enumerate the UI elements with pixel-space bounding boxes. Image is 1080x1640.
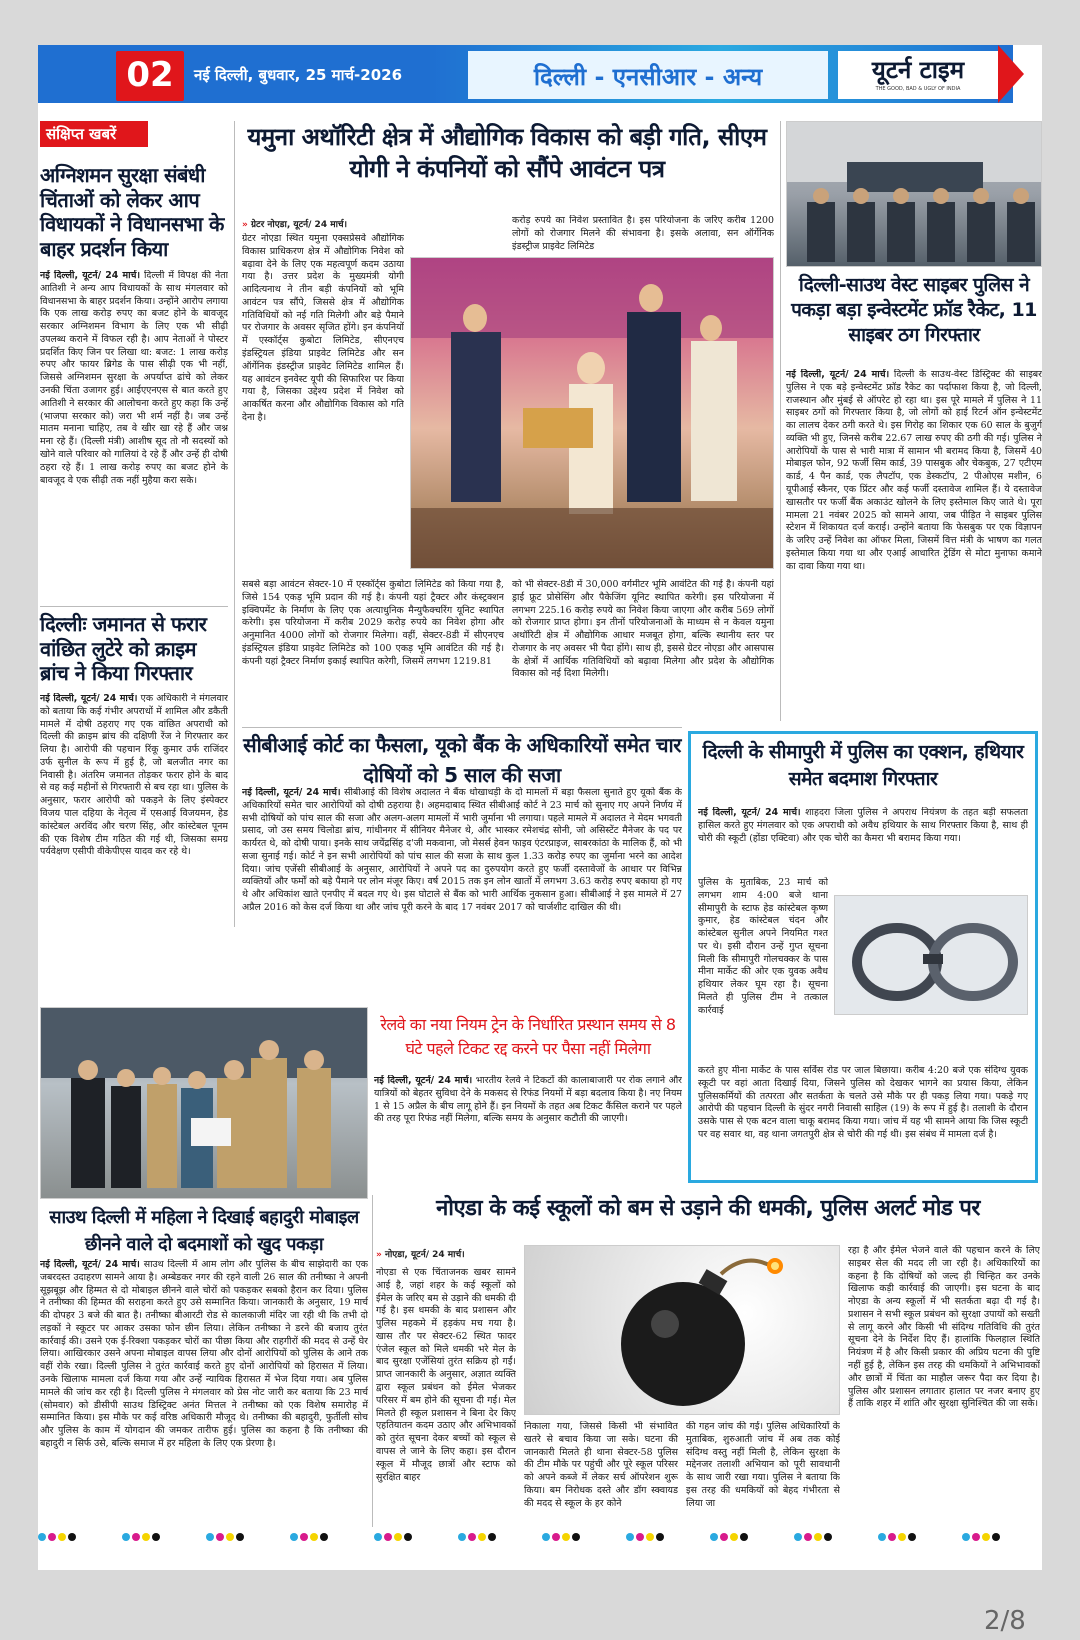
- lead-headline: यमुना अथॉरिटी क्षेत्र में औद्योगिक विकास को बड़ी गति, सीएम योगी ने कंपनियों को सौंपे आवंटन पत्र: [247, 123, 767, 184]
- registration-dot: [992, 1533, 1000, 1541]
- brief-1-headline: अग्निशमन सुरक्षा संबंधी चिंताओं को लेकर आप विधायकों ने विधानसभा के बाहर प्रदर्शन किया: [40, 163, 224, 261]
- page-counter: 2/8: [984, 1606, 1026, 1636]
- registration-dot: [888, 1533, 896, 1541]
- brief-2-text: एक अधिकारी ने मंगलवार को बताया कि कई गंभीर अपराधों में शामिल और डकैती मामले में दोषी ठहराए गए एक वांछित अपराधी को दिल्ली की क्राइम ब्रांच की दक्षिणी रेंज ने गिरफ्तार कर लिया है। आरोपी की पहचान रिंकू कुमार उर्फ राजिंदर उर्फ सुनील के रूप में हुई है, जो बलजीत नगर का निवासी है। अंतरिम जमानत तोड़कर फरार होने के बाद से वह कई महीनों से गिरफ्तारी से बच रहा था। पुलिस के अनुसार, फरार आरोपी को पकड़ने के लिए इंस्पेक्टर विजय पाल दहिया के नेतृत्व में एसआई विजयमन, हेड कांस्टेबल अरविंद और चरण सिंह, और कांस्टेबल पूनम की एक विशेष टीम गठित की गई थी, जिसका समग्र पर्यवेक्षण एसीपी वीकेपीएस यादव कर रहे थे।: [40, 693, 228, 858]
- registration-dot: [878, 1533, 886, 1541]
- bomb-photo: [524, 1245, 840, 1415]
- registration-dot: [68, 1533, 76, 1541]
- registration-dot: [962, 1533, 970, 1541]
- registration-dot: [48, 1533, 56, 1541]
- woman-text: साउथ दिल्ली में आम लोग और पुलिस के बीच साझेदारी का एक जबरदस्त उदाहरण सामने आया है। अम्बेडकर नगर की रहने वाली 26 साल की तनीष्का ने अपनी सूझबूझ और हिम्मत से दो मोबाइल छीनने वाले चोरों को पकड़कर सबको हैरान कर दिया। पुलिस ने तनीष्का की हिम्मत की सराहना करते हुए उसे सम्मानित किया। जानकारी के अनुसार, 19 मार्च की दोपहर 3 बजे की बात है। तनीष्का बीआरटी रोड से कालकाजी मंदिर जा रही थी कि तभी दो लड़कों ने स्कूटर पर आकर उसका फोन छीन लिया। लेकिन तनीष्का ने डरने की बजाय तुरंत कार्रवाई की। उसने एक ई-रिक्शा पकड़कर चोरों का पीछा किया और राहगीरों की मदद से उन्हें घेर लिया। आखिरकार उसने अपना मोबाइल वापस लिया और दोनों आरोपियों को पुलिस के आने तक वहीं रोके रखा। दिल्ली पुलिस ने तुरंत कार्रवाई करते हुए दोनों आरोपियों को हिरासत में लिया। उनके खिलाफ मामला दर्ज किया गया और उन्हें न्यायिक हिरासत में भेज दिया गया। अब पुलिस मामले की जांच कर रही है। दिल्ली पुलिस ने मंगलवार को प्रेस नोट जारी कर बताया कि 23 मार्च (सोमवार) को डीसीपी साउथ डिस्ट्रिक्ट अनंत मित्तल ने तनीष्का को एक विशेष समारोह में सम्मानित किया। इस मौके पर कई वरिष्ठ अधिकारी मौजूद थे। तनीष्का की बहादुरी, फुर्तीली सोच और पुलिस के काम में योगदान की जमकर तारीफ हुई। पुलिस का कहना है कि तनीष्का की बहादुरी न सिर्फ उसे, बल्कि समाज में हर महिला के लिए एक प्रेरणा है।: [40, 1259, 368, 1449]
- honour-illustration: [41, 1008, 368, 1199]
- registration-dot: [310, 1533, 318, 1541]
- registration-dot: [552, 1533, 560, 1541]
- registration-dot: [720, 1533, 728, 1541]
- brand-logo: यूटर्न टाइम: [871, 56, 965, 84]
- registration-dot: [290, 1533, 298, 1541]
- cbi-body: [242, 787, 682, 931]
- seemapuri-intro: [698, 807, 1028, 873]
- cbi-top-rule: [242, 727, 682, 728]
- registration-dot: [542, 1533, 550, 1541]
- registration-dot: [384, 1533, 392, 1541]
- sidebar-rule: [234, 121, 235, 927]
- registration-dot: [794, 1533, 802, 1541]
- registration-dot: [898, 1533, 906, 1541]
- brief-1-text: दिल्ली में विपक्ष की नेता आतिशी ने अन्य आप विधायकों के साथ मंगलवार को विधानसभा के बाहर प्रदर्शन किया। उन्होंने आरोप लगाया कि एक लाख करोड़ रुपए का बजट होने के बावजूद सरकार अग्निशमन विभाग के लिए एक भी सीढ़ी उपलब्ध कराने में विफल रही है। आप नेताओं ने पोस्टर प्रदर्शित किए जिन पर लिखा था: बजट: 1 लाख करोड़ रुपए और फायर ब्रिगेड के पास सीढ़ी एक भी नहीं, जिससे अग्निशमन सुरक्षा के अपर्याप्त ढांचे को लेकर उनकी चिंता उजागर हुई। आईएएनएस से बात करते हुए आतिशी ने सरकार की आलोचना करते हुए कहा कि उन्हें (भाजपा सरकार को) जरा भी शर्म नहीं है। जब उन्हें मातम मनाना चाहिए, तब वे खीर खा रहे हैं और जश्न मना रहे हैं। (दिल्ली मंत्री) आशीष सूद तो नौ सदस्यों को खोने वाले परिवार को गालियां दे रहे हैं और उन्हें ही दोषी ठहरा रहे हैं। 1 लाख करोड़ रुपए का बजट होने के बावजूद वे एक सीढ़ी तक नहीं मुहैया करा सके।: [40, 270, 228, 486]
- seemapuri-intro-text: शाहदरा जिला पुलिस ने अपराध नियंत्रण के तहत बड़ी सफलता हासिल करते हुए मंगलवार को एक अपराधी को अवैध हथियार के साथ गिरफ्तार किया है, साथ ही चोरी की स्कूटी (होंडा एक्टिवा) और एक चोरी का कैमरा भी बरामद किया गया।: [698, 807, 1028, 844]
- lead-wide-right: को भी सेक्टर-8डी में 30,000 वर्गमीटर भूमि आवंटित की गई है। कंपनी यहां ड्राई फ्रूट प्रोसेसिंग और पैकेजिंग यूनिट स्थापित करेगी। इस परियोजना में लगभग 225.16 करोड़ रुपये का निवेश किया जाएगा और करीब 569 लोगों को रोजगार प्राप्त होगा। इन तीनों परियोजनाओं के माध्यम से न केवल यमुना अथॉरिटी क्षेत्र में औद्योगिक आधार मजबूत होगा, बल्कि स्थानीय स्तर पर रोजगार के नए अवसर भी पैदा होंगे। साथ ही, इससे ग्रेटर नोएडा और आसपास के क्षेत्रों में आर्थिक गतिविधियों को बढ़ावा मिलेगा और प्रदेश के औद्योगिक विकास को नई दिशा मिलेगी।: [512, 579, 774, 680]
- registration-dot: [562, 1533, 570, 1541]
- seemapuri-headline: दिल्ली के सीमापुरी में पुलिस का एक्शन, हथियार समेत बदमाश गिरफ्तार: [702, 741, 1024, 790]
- registration-dot: [804, 1533, 812, 1541]
- registration-dot: [740, 1533, 748, 1541]
- cbi-headline: सीबीआई कोर्ट का फैसला, यूको बैंक के अधिकारियों समेत चार दोषियों को 5 साल की सजा: [243, 733, 681, 787]
- brief-news-label: संक्षिप्त खबरें: [40, 121, 148, 147]
- newspaper-page: [38, 45, 1042, 1570]
- registration-dot: [730, 1533, 738, 1541]
- registration-dot: [404, 1533, 412, 1541]
- cbi-byline: नई दिल्ली, यूटर्न/ 24 मार्च।: [242, 787, 341, 798]
- seemapuri-byline: नई दिल्ली, यूटर्न/ 24 मार्च।: [698, 807, 801, 818]
- masthead-right-arrow: [998, 45, 1024, 103]
- registration-dot: [300, 1533, 308, 1541]
- masthead-bar: [38, 45, 1042, 103]
- registration-dot: [216, 1533, 224, 1541]
- registration-dot: [152, 1533, 160, 1541]
- registration-dot: [488, 1533, 496, 1541]
- registration-dot: [206, 1533, 214, 1541]
- lead-col1: ग्रेटर नोएडा स्थित यमुना एक्सप्रेसवे औद्योगिक विकास प्राधिकरण क्षेत्र में औद्योगिक निवेश को बढ़ावा देने के लिए एक महत्वपूर्ण कदम उठाया गया है। उत्तर प्रदेश के मुख्यमंत्री योगी आदित्यनाथ ने तीन बड़ी कंपनियों को भूमि आवंटन पत्र सौंपे, जिससे क्षेत्र में औद्योगिक गतिविधियों को नई गति मिलेगी और बड़े पैमाने पर रोजगार के अवसर सृजित होंगे। इन कंपनियों में एस्कॉर्ट्स कुबोटा लिमिटेड, सीएनएच इंडस्ट्रियल इंडिया प्राइवेट लिमिटेड और सन ऑर्गेनिक इंडस्ट्रीज प्राइवेट लिमिटेड शामिल हैं। यह आवंटन इनवेस्ट यूपी की सिफारिश पर किया गया है, जिसका उद्देश्य प्रदेश में निवेश को आकर्षित करना और औद्योगिक विकास को गति देना है।: [242, 233, 404, 423]
- noida-col1: नोएडा से एक चिंताजनक खबर सामने आई है, जहां शहर के कई स्कूलों को ईमेल के जरिए बम से उड़ाने की धमकी दी गई है। इस धमकी के बाद प्रशासन और पुलिस महकमे में हड़कंप मच गया है। खास तौर पर सेक्टर-62 स्थित फादर एंजेल स्कूल को मिले धमकी भरे मेल के बाद सुरक्षा एजेंसियां तुरंत सक्रिय हो गईं। प्राप्त जानकारी के अनुसार, अज्ञात व्यक्ति द्वारा स्कूल प्रबंधन को ईमेल भेजकर परिसर में बम होने की सूचना दी गई। मेल मिलते ही स्कूल प्रशासन ने बिना देर किए एहतियातन कदम उठाए और अभिभावकों को तुरंत सूचना देकर बच्चों को स्कूल से वापस ले जाने के लिए कहा। इस दौरान स्कूल में मौजूद छात्रों और स्टाफ को सुरक्षित बाहर: [376, 1267, 516, 1483]
- noida-col4: रहा है और ईमेल भेजने वाले की पहचान करने के लिए साइबर सेल की मदद ली जा रही है। अधिकारियों का कहना है कि दोषियों को जल्द ही चिन्हित कर उनके खिलाफ कड़ी कार्रवाई की जाएगी। इस घटना के बाद नोएडा के अन्य स्कूलों में भी सतर्कता बढ़ा दी गई है। प्रशासन ने सभी स्कूल प्रबंधन को सुरक्षा उपायों को सख्ती से लागू करने और किसी भी संदिग्ध गतिविधि की तुरंत सूचना देने के निर्देश दिए हैं। हालांकि फिलहाल स्थिति नियंत्रण में है और किसी प्रकार की अप्रिय घटना की पुष्टि नहीं हुई है, लेकिन इस तरह की धमकियों ने अभिभावकों और छात्रों में चिंता का माहौल जरूर पैदा कर दिया है। पुलिस और प्रशासन लगातार हालात पर नजर बनाए हुए हैं ताकि शहर में शांति और सुरक्षा सुनिश्चित की जा सके।: [848, 1245, 1040, 1410]
- cyber-text: दिल्ली के साउथ-वेस्ट डिस्ट्रिक्ट की साइबर पुलिस ने एक बड़े इन्वेस्टमेंट फ्रॉड रैकेट का पर्दाफाश किया है, जो दिल्ली, राजस्थान और मुंबई से ऑपरेट हो रहा था। इस पूरे मामले में पुलिस ने 11 साइबर ठगों को गिरफ्तार किया है, जो लोगों को हाई रिटर्न ऑन इन्वेस्टमेंट का लालच देकर ठगी करते थे। इस गिरोह का शिकार एक 60 साल के बुजुर्ग व्यक्ति भी हुए, जिनसे करीब 22.67 लाख रुपए की ठगी की गई। पुलिस ने आरोपियों के पास से भारी मात्रा में सामान भी बरामद किया है, जिसमें 40 मोबाइल फोन, 92 फर्जी सिम कार्ड, 39 पासबुक और चेकबुक, 27 एटीएम कार्ड, 4 पैन कार्ड, एक लैपटॉप, एक डेस्कटॉप, 2 पीओएस मशीन, 6 यूपीआई स्कैनर, एक प्रिंटर और कई फर्जी दस्तावेज शामिल हैं। ये दस्तावेज खासतौर पर फर्जी बैंक अकाउंट खोलने के लिए इस्तेमाल किए जाते थे। पूरा मामला 21 नवंबर 2025 को सामने आया, जब पीड़ित ने साइबर पुलिस स्टेशन में शिकायत दर्ज कराई। उन्होंने बताया कि फेसबुक पर एक विज्ञापन के जरिए उन्हें निवेश का ऑफर मिला, जिसमें वित्त मंत्री के भाषण का गलत इस्तेमाल किया गया था और एआई आधारित ट्रेडिंग से मोटा मुनाफा कमाने का दावा किया गया था।: [786, 369, 1042, 572]
- registration-dot: [636, 1533, 644, 1541]
- brief-2-body: [40, 693, 228, 923]
- registration-dot: [908, 1533, 916, 1541]
- sidebar-divider: [40, 606, 228, 607]
- lead-col2-top: करोड़ रुपये का निवेश प्रस्तावित है। इस परियोजना के जरिए करीब 1200 लोगों को रोजगार मिलने की संभावना है। इसके अलावा, सन ऑर्गेनिक इंडस्ट्रीज प्राइवेट लिमिटेड: [512, 215, 774, 252]
- railway-body: [374, 1075, 682, 1185]
- woman-body: [40, 1259, 368, 1527]
- brief-1-byline: नई दिल्ली, यूटर्न/ 24 मार्च।: [40, 270, 141, 281]
- cyber-headline: दिल्ली-साउथ वेस्ट साइबर पुलिस ने पकड़ा बड़ा इन्वेस्टमेंट फ्रॉड रैकेट, 11 साइबर ठग गिरफ्तार: [791, 274, 1037, 347]
- handcuffs-photo: [834, 895, 1028, 1015]
- registration-dot: [458, 1533, 466, 1541]
- brief-2-headline: दिल्लीः जमानत से फरार वांछित लुटेरे को क्राइम ब्रांच ने किया गिरफ्तार: [40, 612, 207, 686]
- railway-headline: रेलवे का नया नियम ट्रेन के निर्धारित प्रस्थान समय से 8 घंटे पहले टिकट रद्द करने पर पैसा नहीं मिलेगा: [380, 1015, 676, 1058]
- registration-dot: [626, 1533, 634, 1541]
- cbi-text: सीबीआई की विशेष अदालत ने बैंक धोखाधड़ी के दो मामलों में बड़ा फैसला सुनाते हुए यूको बैंक के अधिकारियों समेत चार आरोपियों को दोषी ठहराया है। अहमदाबाद स्थित सीबीआई कोर्ट ने 23 मार्च को सुनाए गए अपने निर्णय में सभी दोषियों को पांच साल की सजा और अलग-अलग मामलों में भारी जुर्माना भी लगाया। पहले मामले में अदालत ने मेदम भगवती प्रसाद, जो उस समय चिलोडा ब्रांच, गांधीनगर में सीनियर मैनेजर थे, और भास्कर रमेशचंद्र सोनी, जो असिस्टेंट मैनेजर के पद पर कार्यरत थे, को दोषी पाया। इनके साथ जयेंद्रसिंह द'जी मकवाना, जो मेसर्स हेवन फाइव एंटरप्राइज, साबरकांठा के मालिक हैं, को भी सजा सुनाई गई। कोर्ट ने इन सभी आरोपियों को पांच साल की सजा के साथ कुल 1.33 करोड़ रुपए का जुर्माना भरने का आदेश दिया। जांच एजेंसी सीबीआई के अनुसार, आरोपियों ने अपने पद का दुरुपयोग करते हुए फर्जी दस्तावेजों के आधार पर विभिन्न व्यक्तियों और फर्मों को बड़े पैमाने पर लोन मंजूर किए। वर्ष 2015 तक इन लोन खातों में लगभग 3.63 करोड़ रुपए बकाया हो गए थे और अधिकांश खाते एनपीए में बदल गए थे। इस घोटाले से बैंक को भारी आर्थिक नुकसान हुआ। सीबीआई ने इस मामले में 27 अप्रैल 2016 को केस दर्ज किया था और जांच पूरी करने के बाद 17 नवंबर 2017 को चार्जशीट दाखिल की थी।: [242, 787, 682, 914]
- registration-dot: [58, 1533, 66, 1541]
- cyber-arrest-illustration: [787, 122, 1042, 267]
- registration-dot: [142, 1533, 150, 1541]
- bomb-icon: [525, 1246, 840, 1415]
- noida-headline: नोएडा के कई स्कूलों को बम से उड़ाने की धमकी, पुलिस अलर्ट मोड पर: [436, 1196, 980, 1221]
- brand-tagline: THE GOOD, BAD & UGLY OF INDIA: [875, 86, 961, 92]
- lead-wide-left: सबसे बड़ा आवंटन सेक्टर-10 में एस्कॉर्ट्स कुबोटा लिमिटेड को किया गया है, जिसे 154 एकड़ भूमि प्रदान की गई है। कंपनी यहां ट्रैक्टर और कंस्ट्रक्शन इक्विपमेंट के निर्माण के लिए एक अत्याधुनिक मैन्युफैक्चरिंग यूनिट स्थापित करेगी। इस परियोजना में करीब 2029 करोड़ रुपये का निवेश होगा और अनुमानित 4000 लोगों को रोजगार मिलेगा। वहीं, सेक्टर-8डी में सीएनएच इंडस्ट्रियल इंडिया प्राइवेट लिमिटेड को 100 एकड़ भूमि आवंटित की गई है। कंपनी यहां ट्रैक्टर निर्माण इकाई स्थापित करेगी, जिसमें लगभग 1219.81: [242, 579, 504, 667]
- registration-dot: [394, 1533, 402, 1541]
- cyber-byline: नई दिल्ली, यूटर्न/ 24 मार्च।: [786, 369, 890, 380]
- registration-dot: [478, 1533, 486, 1541]
- ceremony-illustration: [411, 258, 774, 569]
- dateline: नई दिल्ली, बुधवार, 25 मार्च-2026: [194, 66, 403, 84]
- woman-headline: साउथ दिल्ली में महिला ने दिखाई बहादुरी मोबाइल छीनने वाले दो बदमाशों को खुद पकड़ा: [49, 1207, 359, 1255]
- registration-dot: [132, 1533, 140, 1541]
- handcuffs-icon: [835, 896, 1028, 1015]
- registration-dot: [468, 1533, 476, 1541]
- railway-byline: नई दिल्ली, यूटर्न/ 24 मार्च।: [374, 1075, 473, 1086]
- registration-dot: [572, 1533, 580, 1541]
- lead-right-rule: [780, 121, 781, 721]
- registration-dot: [972, 1533, 980, 1541]
- cyber-police-photo: [786, 121, 1042, 267]
- registration-dot: [646, 1533, 654, 1541]
- registration-dot: [374, 1533, 382, 1541]
- registration-dot: [814, 1533, 822, 1541]
- noida-col3: की गहन जांच की गई। पुलिस अधिकारियों के मुताबिक, शुरुआती जांच में अब तक कोई संदिग्ध वस्तु नहीं मिली है, लेकिन सुरक्षा के मद्देनजर तलाशी अभियान को पूरी सावधानी के साथ जारी रखा गया। पुलिस ने बताया कि इस तरह की धमकियों को बेहद गंभीरता से लिया जा: [686, 1421, 840, 1509]
- footer-color-dots: [38, 1531, 1042, 1543]
- registration-dot: [656, 1533, 664, 1541]
- lead-ceremony-photo: [410, 257, 774, 569]
- lead-byline: » ग्रेटर नोएडा, यूटर्न/ 24 मार्च।: [242, 220, 348, 230]
- registration-dot: [320, 1533, 328, 1541]
- railway-text: भारतीय रेलवे ने टिकटों की कालाबाजारी पर रोक लगाने और यात्रियों को बेहतर सुविधा देने के मकसद से रिफंड नियमों में बड़ा बदलाव किया है। नए नियम 1 से 15 अप्रैल के बीच लागू होने हैं। इन नियमों के तहत अब टिकट कैंसिल कराने पर पहले की तरह पूरा रिफंड नहीं मिलेगा, बल्कि समय के अनुसार कटौती की जाएगी।: [374, 1075, 682, 1125]
- brief-2-byline: नई दिल्ली, यूटर्न/ 24 मार्च।: [40, 693, 138, 704]
- registration-dot: [824, 1533, 832, 1541]
- woman-byline: नई दिल्ली, यूटर्न/ 24 मार्च।: [40, 1259, 140, 1270]
- cyber-body: [786, 369, 1042, 721]
- registration-dot: [122, 1533, 130, 1541]
- seemapuri-left: पुलिस के मुताबिक, 23 मार्च को लगभग शाम 4:00 बजे थाना सीमापुरी के स्टाफ हेड कांस्टेबल कृष्ण कुमार, हेड कांस्टेबल चंदन और कांस्टेबल सुनील अपने नियमित गश्त पर थे। इसी दौरान उन्हें गुप्त सूचना मिली कि सीमापुरी गोलचक्कर के पास मीना मार्केट की ओर एक युवक अवैध हथियार लेकर घूम रहा है। सूचना मिलते ही पुलिस टीम ने तत्काल कार्रवाई: [698, 877, 828, 1016]
- noida-byline: » नोएडा, यूटर्न/ 24 मार्च।: [376, 1250, 465, 1260]
- brief-1-body: [40, 270, 228, 600]
- section-title: दिल्ली - एनसीआर - अन्य: [533, 63, 763, 91]
- woman-rule: [372, 1195, 373, 1527]
- registration-dot: [226, 1533, 234, 1541]
- honour-ceremony-photo: [40, 1007, 368, 1199]
- registration-dot: [236, 1533, 244, 1541]
- registration-dot: [38, 1533, 46, 1541]
- registration-dot: [982, 1533, 990, 1541]
- seemapuri-tail: करते हुए मीना मार्केट के पास सर्विस रोड पर जाल बिछाया। करीब 4:20 बजे एक संदिग्ध युवक स्कूटी पर वहां आता दिखाई दिया, जिसने पुलिस को देखकर भागने का प्रयास किया, लेकिन पुलिसकर्मियों की तत्परता और सतर्कता के चलते उसे मौके पर ही पकड़ लिया गया। पकड़े गए आरोपी की पहचान दिल्ली के सुंदर नगरी निवासी साहिल (19) के रूप में हुई है। तलाशी के दौरान उसके पास से एक बटन वाला चाकू बरामद किया गया। जांच में यह भी सामने आया कि जिस स्कूटी पर वह सवार था, वह थाना जगतपुरी क्षेत्र से चोरी की गई थी। इस संबंध में मामला दर्ज है।: [698, 1065, 1028, 1140]
- page-number: 02: [126, 55, 174, 95]
- noida-col2: निकाला गया, जिससे किसी भी संभावित खतरे से बचाव किया जा सके। घटना की जानकारी मिलते ही थाना सेक्टर-58 पुलिस की टीम मौके पर पहुंची और पूरे स्कूल परिसर को अपने कब्जे में लेकर सर्च ऑपरेशन शुरू किया। बम निरोधक दस्ते और डॉग स्क्वायड की मदद से स्कूल के हर कोने: [524, 1421, 678, 1509]
- registration-dot: [710, 1533, 718, 1541]
